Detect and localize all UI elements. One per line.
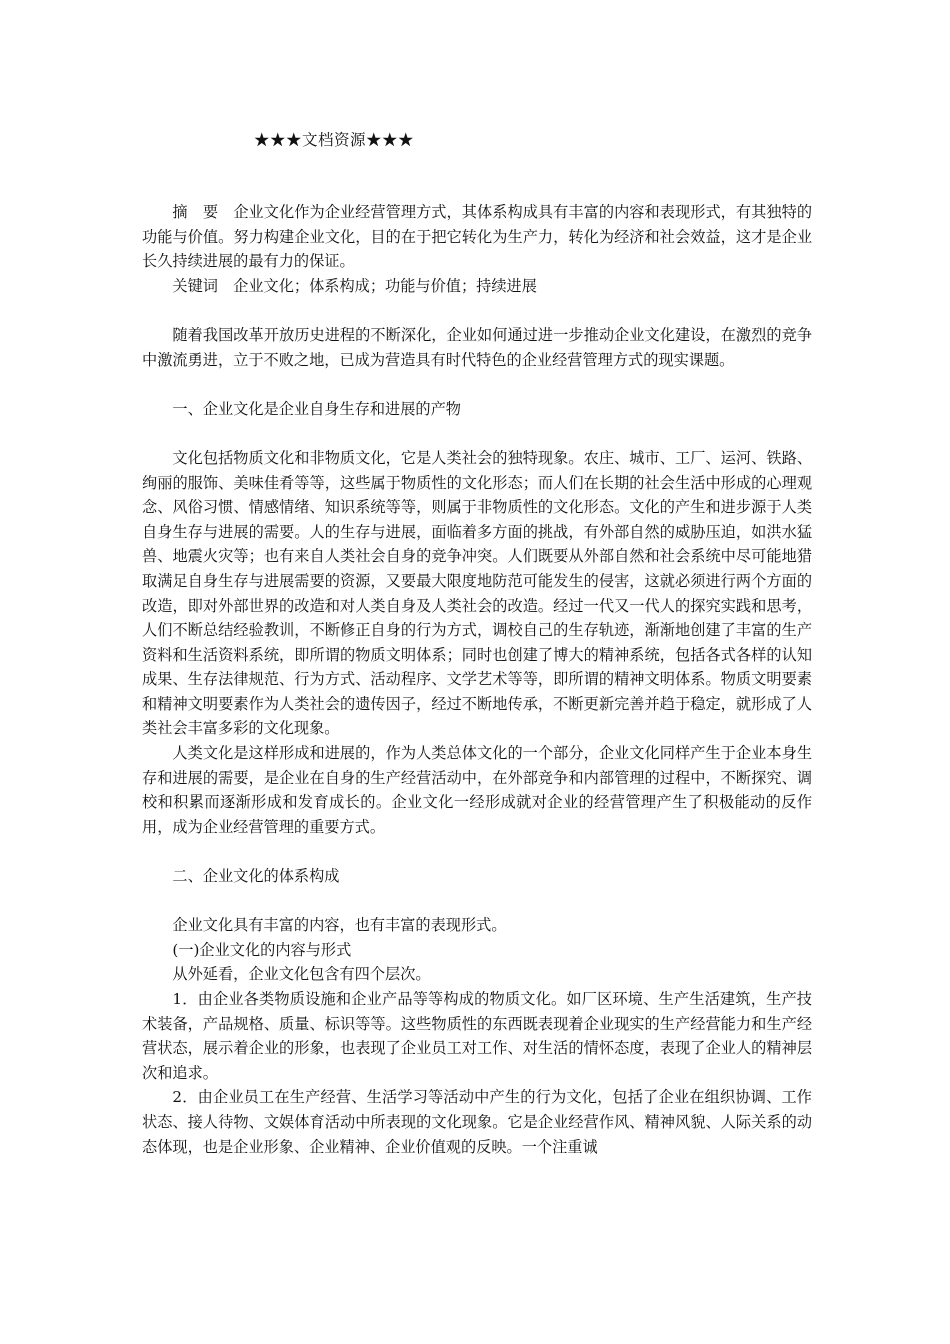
keywords-label: 关键词 <box>172 276 218 295</box>
document-body <box>142 200 812 1159</box>
section1-paragraph-2: 人类文化是这样形成和进展的，作为人类总体文化的一个部分，企业文化同样产生于企业本身生存和进展的需要，是企业在自身的生产经营活动中，在外部竞争和内部管理的过程中，不断探究、调校和积累而逐渐形成和发育成长的。企业文化一经形成就对企业的经营管理产生了积极能动的反作用，成为企业经营管理的重要方式。 <box>142 744 812 836</box>
section2-paragraph-1: 企业文化具有丰富的内容，也有丰富的表现形式。 <box>172 916 507 935</box>
section2-paragraph-2: 从外延看，企业文化包含有四个层次。 <box>172 965 431 984</box>
keywords-paragraph <box>142 274 812 299</box>
intro-paragraph: 随着我国改革开放历史进程的不断深化，企业如何通过进一步推动企业文化建设，在激烈的竞争中激流勇进，立于不败之地，已成为营造具有时代特色的企业经营管理方式的现实课题。 <box>142 325 812 369</box>
abstract-text: 企业文化作为企业经营管理方式，其体系构成具有丰富的内容和表现形式，有其独特的功能与价值。努力构建企业文化，目的在于把它转化为生产力，转化为经济和社会效益，这才是企业长久持续进展的最有力的保证。 <box>142 203 813 271</box>
section2-heading: 二、企业文化的体系构成 <box>172 867 340 886</box>
section2-subheading-1: (一)企业文化的内容与形式 <box>172 940 352 959</box>
section2-item-2: 2．由企业员工在生产经营、生活学习等活动中产生的行为文化，包括了企业在组织协调、工作状态、接人待物、文娱体育活动中所表现的文化现象。它是企业经营作风、精神风貌、人际关系的动态体现，也是企业形象、企业精神、企业价值观的反映。一个注重诚 <box>142 1088 812 1156</box>
abstract-label-1: 摘 <box>172 203 188 221</box>
keywords-text: 企业文化；体系构成；功能与价值；持续进展 <box>233 276 537 295</box>
section1-paragraph-1: 文化包括物质文化和非物质文化，它是人类社会的独特现象。农庄、城市、工厂、运河、铁路、绚丽的服饰、美味佳肴等等，这些属于物质性的文化形态；而人们在长期的社会生活中形成的心理观念、风俗习惯、情感情绪、知识系统等等，则属于非物质性的文化形态。文化的产生和进步源于人类自身生存与进展的需要。人的生存与进展，面临着多方面的挑战，有外部自然的威胁压迫，如洪水猛兽、地震火灾等；也有来自人类社会自身的竞争冲突。人们既要从外部自然和社会系统中尽可能地猎取满足自身生存与进展需要的资源，又要最大限度地防范可能发生的侵害，这就必须进行两个方面的改造，即对外部世界的改造和对人类自身及人类社会的改造。经过一代又一代人的探究实践和思考，人们不断总结经验教训，不断修正自身的行为方式，调校自己的生存轨迹，渐渐地创建了丰富的生产资料和生活资料系统，即所谓的物质文明体系；同时也创建了博大的精神系统，包括各式各样的认知成果、生存法律规范、行为方式、活动程序、文学艺术等等，即所谓的精神文明体系。物质文明要素和精神文明要素作为人类社会的遗传因子，经过不断地传承，不断更新完善并趋于稳定，就形成了人类社会丰富多彩的文化现象。 <box>142 448 812 738</box>
document-header: ★★★文档资源★★★ <box>254 131 415 149</box>
section2-item-1: 1．由企业各类物质设施和企业产品等等构成的物质文化。如厂区环境、生产生活建筑，生产技术装备，产品规格、质量、标识等等。这些物质性的东西既表现着企业现实的生产经营能力和生产经营状态，展示着企业的形象，也表现了企业员工对工作、对生活的情怀态度，表现了企业人的精神层次和追求。 <box>142 990 812 1082</box>
abstract-label-2: 要 <box>202 203 219 221</box>
section1-heading: 一、企业文化是企业自身生存和进展的产物 <box>172 399 461 418</box>
abstract-paragraph <box>142 200 812 274</box>
